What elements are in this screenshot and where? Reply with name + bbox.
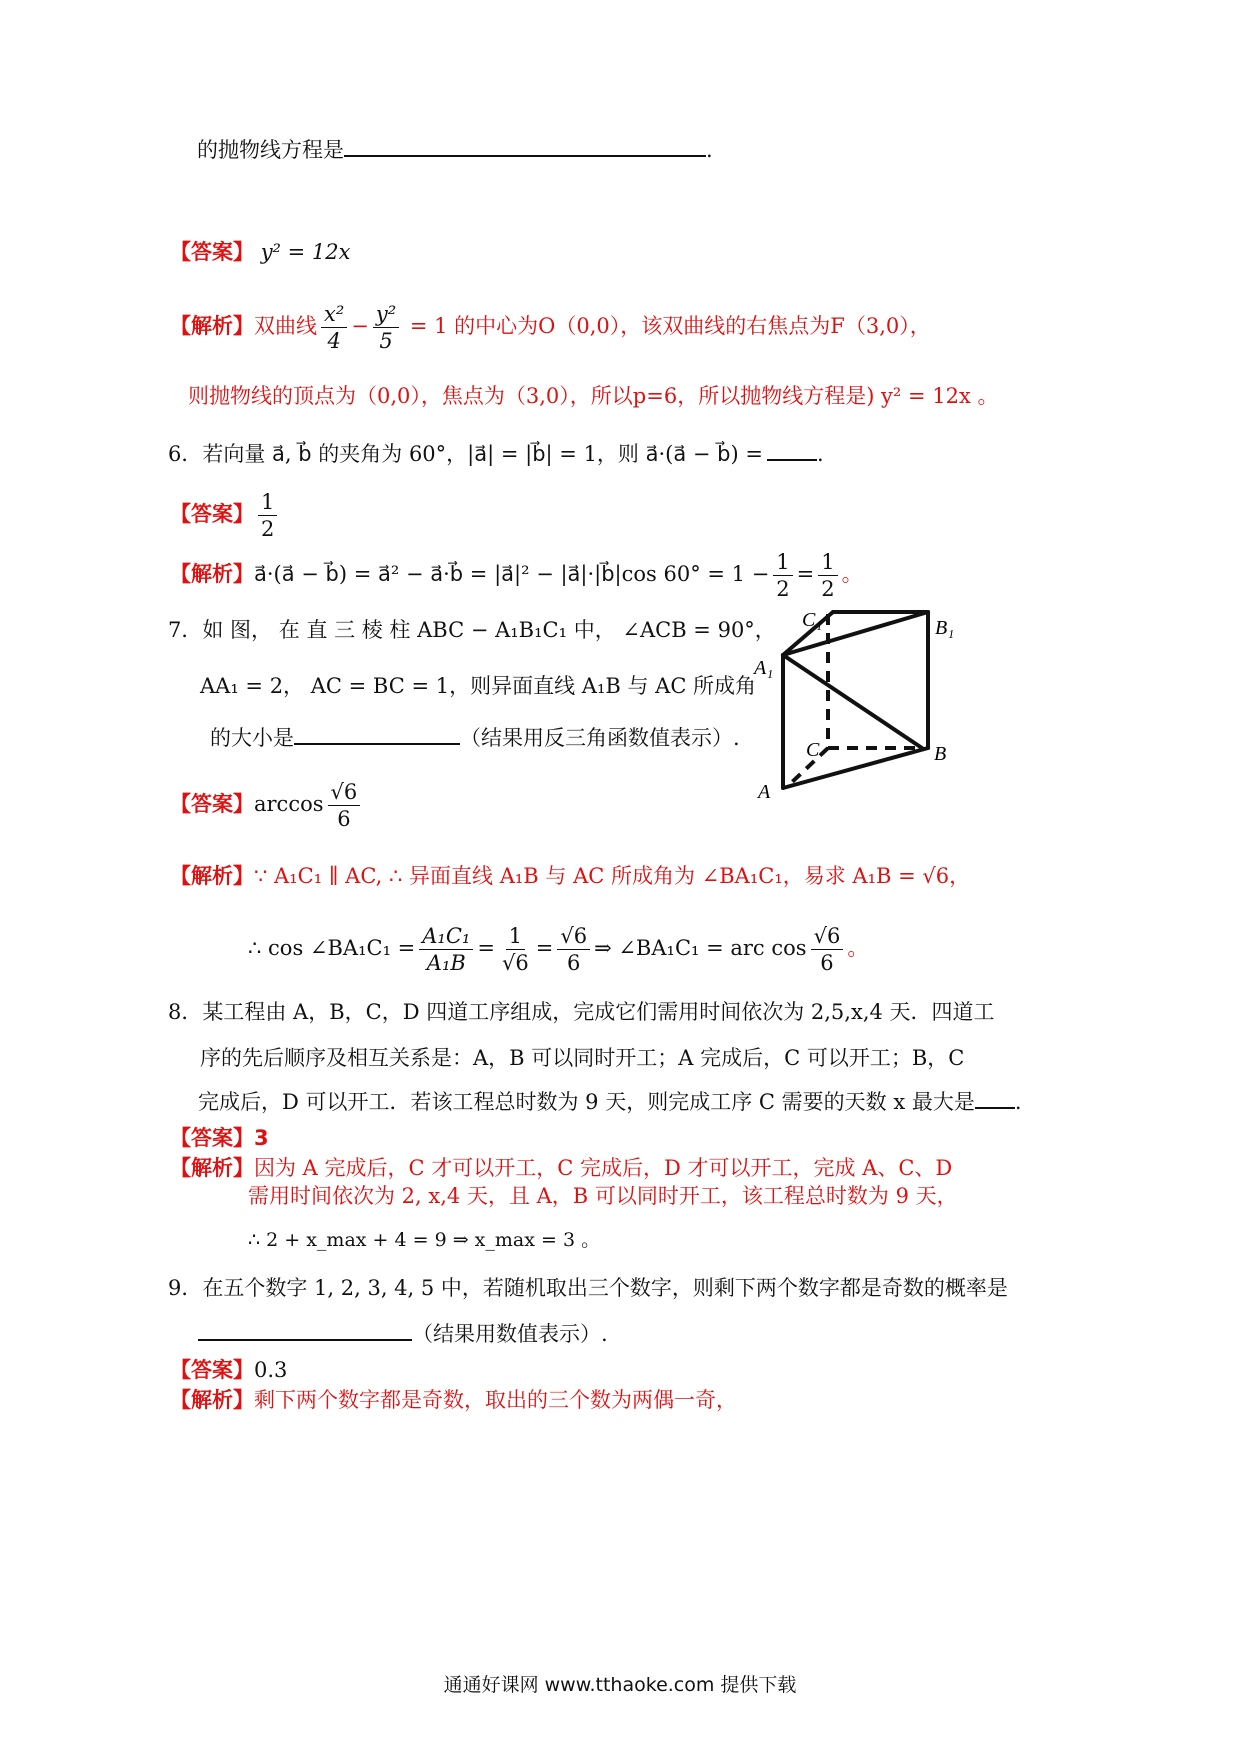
q6-analysis — [170, 546, 863, 602]
frac-num: y² — [373, 301, 399, 328]
q7-line3 — [210, 724, 740, 752]
q7-frac2 — [499, 923, 532, 976]
answer-label: 【答案】 — [170, 502, 254, 526]
frac-den: 6 — [820, 951, 834, 975]
label-c1: C₁ — [802, 609, 823, 631]
q5-analysis-a: 双曲线 — [254, 314, 317, 338]
q8-analysis-line2-text: 需用时间依次为 2, x,4 天，且 A，B 可以同时开工，该工程总时数为 9 天， — [248, 1184, 958, 1208]
q9-analysis — [170, 1386, 737, 1414]
q8-analysis-line3 — [248, 1226, 600, 1254]
q9-analysis-text: 剩下两个数字都是奇数，取出的三个数为两偶一奇， — [254, 1388, 737, 1412]
label-c: C — [806, 739, 820, 761]
label-b: B — [934, 743, 947, 765]
label-b1: B₁ — [935, 617, 955, 639]
answer-label: 【答案】 — [170, 1126, 254, 1150]
answer-label: 【答案】 — [170, 792, 254, 816]
q7-answer-frac — [328, 779, 361, 832]
edge-a1-b — [783, 655, 922, 748]
q7-implies: ⇒ ∠BA₁C₁ = arc cos — [594, 936, 807, 960]
q8-analysis-line1 — [170, 1154, 952, 1182]
prism-figure — [750, 600, 970, 810]
frac-num: √6 — [328, 779, 361, 806]
q8-answer-value: 3 — [254, 1126, 269, 1150]
frac-den: 4 — [327, 329, 341, 353]
q7-blank[interactable] — [294, 725, 460, 745]
q6-answer-frac — [258, 489, 277, 542]
frac-den: 6 — [337, 807, 351, 831]
q9-line1-text: 在五个数字 1, 2, 3, 4, 5 中，若随机取出三个数字，则剩下两个数字都是奇数的概率是 — [202, 1276, 1008, 1300]
q5-frac-y — [373, 301, 399, 354]
q8-line2 — [200, 1044, 964, 1072]
q8-blank[interactable] — [975, 1089, 1015, 1109]
label-a1: A₁ — [754, 657, 774, 679]
q7-line3-a: 的大小是 — [210, 726, 294, 750]
frac-den: 2 — [821, 577, 835, 601]
q7-analysis-line1-text: ∵ A₁C₁ ∥ AC, ∴ 异面直线 A₁B 与 AC 所成角为 ∠BA₁C₁，易求 A₁B = √6， — [254, 864, 971, 888]
q8-line1 — [168, 998, 995, 1026]
q5-tail: 的抛物线方程是 . — [197, 138, 713, 162]
q7-analysis-line1 — [170, 862, 970, 890]
q7-answer — [170, 774, 364, 834]
q7-cos-expr: ∴ cos ∠BA₁C₁ = — [248, 936, 416, 960]
q7-line1 — [168, 616, 776, 644]
q8-line1-text: 某工程由 A，B，C，D 四道工序组成，完成它们需用时间依次为 2,5,x,4 天．四道工 — [202, 1000, 995, 1024]
q7-analysis-line2: ∴ cos ∠BA₁C₁ = $\frac{\text{A₁C₁}}{\text{A₁B}}$ = $\frac{1}{√6}$ = $\frac{√6}{6}$ ⇒ ∠BA₁C₁ = arc cos $\frac{√6}{6}$ 。 — [248, 924, 869, 975]
q8-analysis-line3-text: ∴ 2 + x_max + 4 = 9 ⇒ x_max = 3 。 — [248, 1229, 601, 1251]
analysis-label: 【解析】 — [170, 1388, 254, 1412]
q6-stem-text: 若向量 a⃗, b⃗ 的夹角为 60°，|a⃗| = |b⃗| = 1，则 a⃗·(a⃗ − b⃗) = — [202, 442, 763, 466]
q7-line2-text: AA₁ = 2， AC = BC = 1，则异面直线 A₁B 与 AC 所成角 — [200, 674, 757, 698]
q5-analysis-line2 — [188, 382, 999, 410]
q9-blank[interactable] — [198, 1321, 412, 1341]
q5-analysis-line2-text: 则抛物线的顶点为（0,0），焦点为（3,0），所以p=6，所以抛物线方程是) y² = 12x 。 — [188, 384, 999, 408]
analysis-label: 【解析】 — [170, 314, 254, 338]
q7-number: 7． — [168, 618, 203, 642]
frac-num: 1 — [506, 923, 525, 950]
q6-stem: 6．若向量 a⃗, b⃗ 的夹角为 60°，|a⃗| = |b⃗| = 1，则 a⃗·(a⃗ − b⃗) = . — [168, 442, 824, 466]
q8-answer — [170, 1124, 269, 1152]
frac-den: 6 — [567, 951, 581, 975]
frac-num: 1 — [258, 489, 277, 516]
q8-line3: 完成后，D 可以开工．若该工程总时数为 9 天，则完成工序 C 需要的天数 x 最大是 . — [198, 1090, 1022, 1114]
q7-frac3 — [557, 923, 590, 976]
q5-tail-text: 的抛物线方程是 — [197, 138, 344, 162]
frac-den: 2 — [776, 577, 790, 601]
analysis-label: 【解析】 — [170, 562, 254, 586]
equals-sign: = — [796, 562, 815, 586]
q6-answer — [170, 486, 281, 542]
q5-frac-x — [321, 301, 347, 354]
analysis-label: 【解析】 — [170, 864, 254, 888]
q5-blank[interactable] — [344, 137, 706, 157]
frac-den: A₁B — [426, 951, 466, 975]
q6-blank[interactable] — [767, 441, 817, 461]
frac-den: 2 — [261, 517, 275, 541]
q7-line2 — [200, 672, 756, 700]
q9-line2 — [198, 1320, 608, 1348]
q5-answer-value: y² = 12x — [260, 240, 351, 264]
q6-number: 6． — [168, 442, 203, 466]
q9-line2-text: （结果用数值表示）. — [412, 1322, 608, 1346]
page-footer: 通通好课网 www.tthaoke.com 提供下载 — [443, 1674, 797, 1696]
period: 。 — [841, 562, 863, 586]
q6-analysis-text: a⃗·(a⃗ − b⃗) = a⃗² − a⃗·b⃗ = |a⃗|² − |a⃗|·|b⃗|cos 60° = 1 − — [254, 562, 770, 586]
q7-answer-arccos: arccos — [254, 792, 324, 816]
q9-line1 — [168, 1274, 1008, 1302]
q9-number: 9． — [168, 1276, 203, 1300]
q5-analysis-b: = 1 的中心为O（0,0），该双曲线的右焦点为F（3,0）， — [403, 314, 931, 338]
frac-num: √6 — [811, 923, 844, 950]
q6-analysis-frac2 — [818, 549, 837, 602]
q5-answer — [170, 238, 350, 266]
frac-num: A₁C₁ — [419, 923, 473, 950]
answer-label: 【答案】 — [170, 1358, 254, 1382]
frac-den: 5 — [379, 329, 393, 353]
q7-line1-text: 如 图， 在 直 三 棱 柱 ABC − A₁B₁C₁ 中， ∠ACB = 90°， — [202, 618, 776, 642]
q7-line3-b: （结果用反三角函数值表示）. — [460, 726, 740, 750]
q7-frac4 — [811, 923, 844, 976]
analysis-label: 【解析】 — [170, 1156, 254, 1180]
q7-frac1 — [419, 923, 473, 976]
answer-label: 【答案】 — [170, 240, 254, 264]
frac-num: x² — [321, 301, 347, 328]
edge-a-b — [783, 748, 928, 788]
period: 。 — [847, 936, 869, 960]
q6-analysis-frac1 — [773, 549, 792, 602]
q8-line3-text: 完成后，D 可以开工．若该工程总时数为 9 天，则完成工序 C 需要的天数 x 最大是 — [198, 1090, 975, 1114]
q9-answer-value: 0.3 — [254, 1358, 288, 1382]
frac-num: 1 — [818, 549, 837, 576]
frac-num: 1 — [773, 549, 792, 576]
q8-number: 8． — [168, 1000, 203, 1024]
q8-analysis-line1-text: 因为 A 完成后，C 才可以开工，C 完成后，D 才可以开工，完成 A、C、D — [254, 1156, 953, 1180]
q8-line2-text: 序的先后顺序及相互关系是：A，B 可以同时开工；A 完成后，C 可以开工；B，C — [200, 1046, 965, 1070]
frac-den: √6 — [501, 951, 529, 975]
label-a: A — [758, 781, 771, 803]
q8-analysis-line2 — [248, 1182, 958, 1210]
frac-num: √6 — [557, 923, 590, 950]
q9-answer — [170, 1356, 287, 1384]
q5-analysis-line1: 【解析】双曲线 $\frac{\text{x²}}{4}$ − $\frac{\text{y²}}{5}$ = 1 的中心为O（0,0），该双曲线的右焦点为F（3,0）， — [170, 302, 931, 353]
